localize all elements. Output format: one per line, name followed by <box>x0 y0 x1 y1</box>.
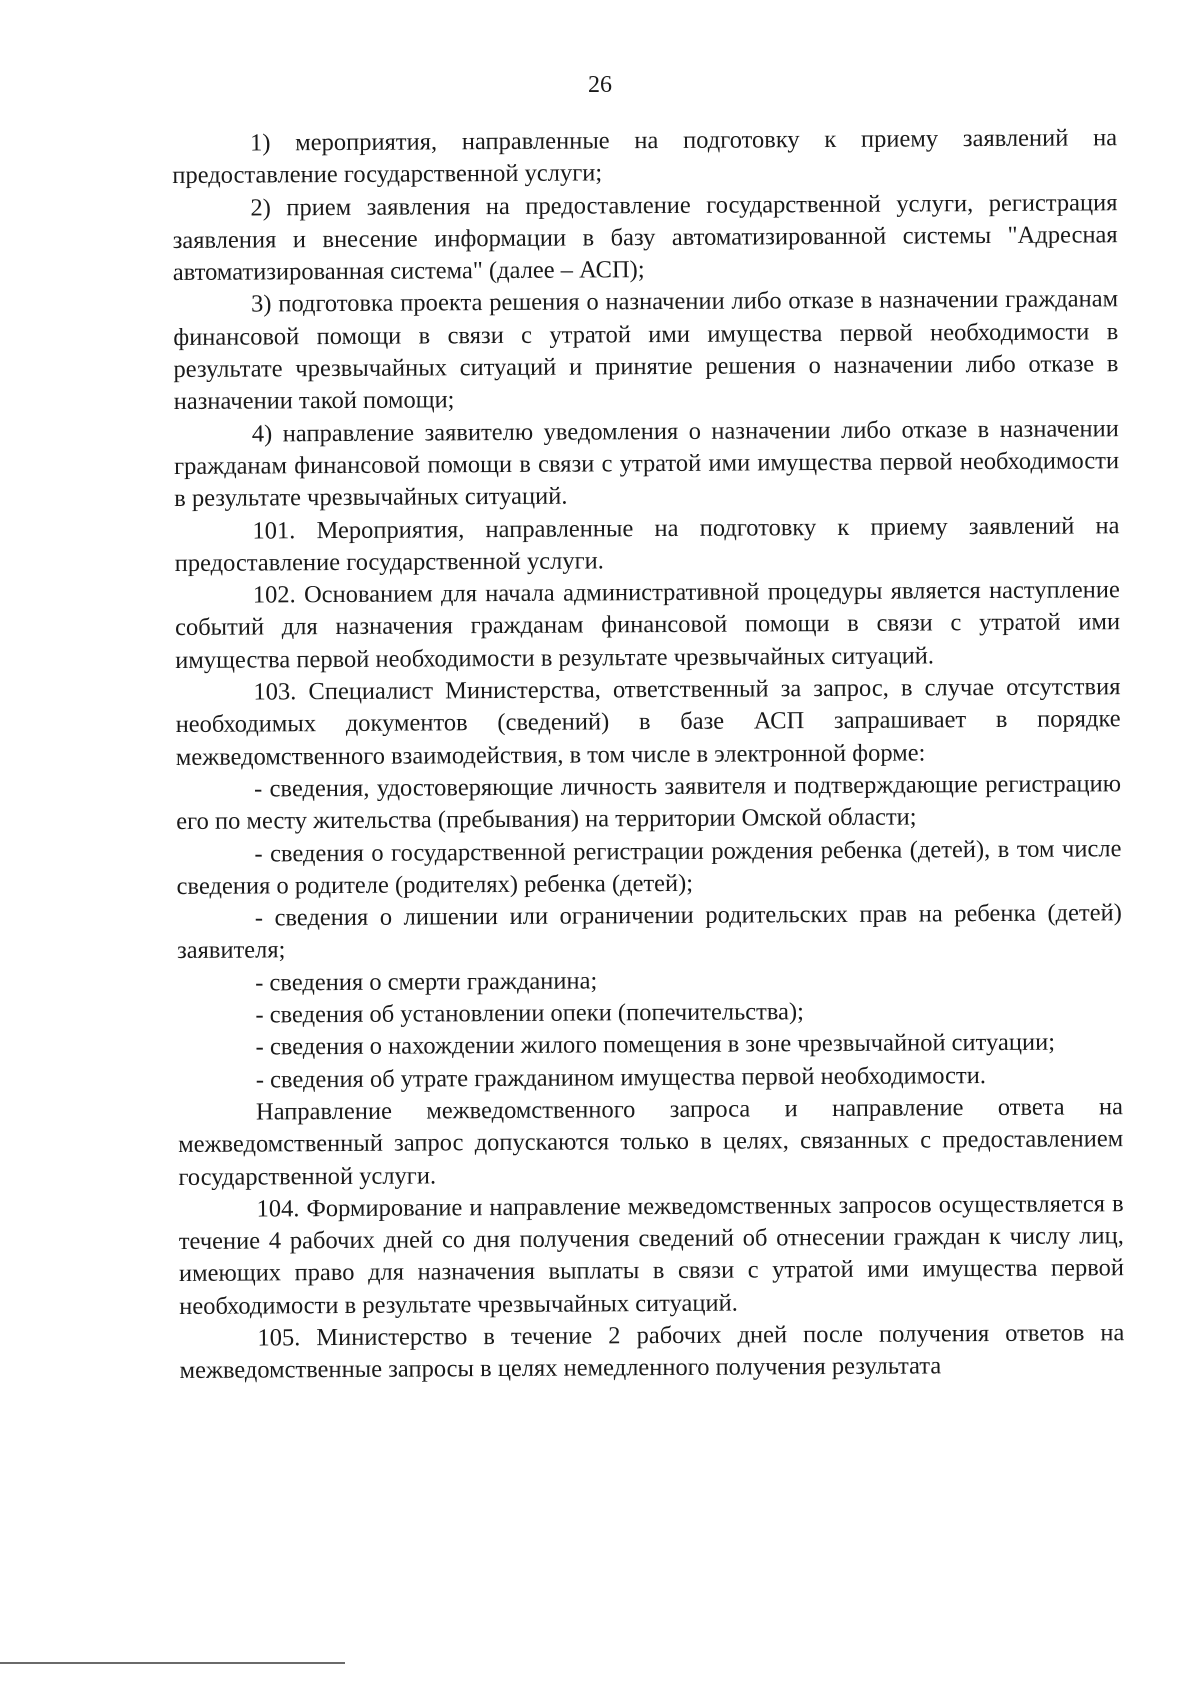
list-item-emergency-zone: - сведения о нахождении жилого помещения в зоне чрезвычайной ситуации; <box>255 1028 1056 1061</box>
document-body <box>172 122 1125 1387</box>
list-item-property-loss: - сведения об утрате гражданином имущества первой необходимости. <box>255 1061 987 1094</box>
paragraph-item-4: 4) направление заявителю уведомления о назначении либо отказе в назначении гражданам финансовой помощи в связи с утратой ими имущества первой необходимости в результате чрезвычайных ситуаций. <box>173 414 1120 513</box>
paragraph-103: 103. Специалист Министерства, ответственный за запрос, в случае отсутствия необходимых документов (сведений) в базе АСП запрашивает в порядке межведомственного взаимодействия, в том числе в электронной форме: <box>175 673 1121 771</box>
page-number: 26 <box>588 72 612 98</box>
paragraph-101: 101. Мероприятия, направленные на подготовку к приему заявлений на предоставление государственной услуги. <box>174 511 1120 577</box>
list-item-parental-rights: - сведения о лишении или ограничении родительских прав на ребенка (детей) заявителя; <box>176 899 1122 965</box>
paragraph-105: 105. Министерство в течение 2 рабочих дней после получения ответов на межведомственные запросы в целях немедленного получения результата <box>179 1319 1125 1385</box>
paragraph-104: 104. Формирование и направление межведомственных запросов осуществляется в течение 4 рабочих дней со дня получения сведений об отнесении граждан к числу лиц, имеющих право для назначения выплаты в связи с утратой ими имущества первой необходимости в результате чрезвычайных ситуаций. <box>178 1190 1125 1320</box>
list-item-guardianship: - сведения об установлении опеки (попечительства); <box>255 998 804 1029</box>
list-item-death: - сведения о смерти гражданина; <box>255 967 598 997</box>
paragraph-item-3: 3) подготовка проекта решения о назначении либо отказе в назначении гражданам финансовой помощи в связи с утратой ими имущества первой необходимости в результате чрезвычайных ситуаций и принятие решения о назначении либо отказе в назначении такой помощи; <box>173 285 1119 416</box>
list-item-birth-registration: - сведения о государственной регистрации рождения ребенка (детей), в том числе сведения о родителе (родителях) ребенка (детей); <box>176 834 1122 900</box>
paragraph-item-1: 1) мероприятия, направленные на подготовку к приему заявлений на предоставление государственной услуги; <box>172 124 1118 190</box>
paragraph-102: 102. Основанием для начала административной процедуры является наступление событий для назначения гражданам финансовой помощи в связи с утратой ими имущества первой необходимости в результате чрезвычайных ситуаций. <box>174 576 1121 674</box>
footer-rule <box>0 1662 345 1664</box>
paragraph-interagency-request: Направление межведомственного запроса и направление ответа на межведомственный запрос допускаются только в целях, связанных с предоставлением государственной услуги. <box>178 1093 1124 1191</box>
list-item-identity: - сведения, удостоверяющие личность заявителя и подтверждающие регистрацию его по месту жительства (пребывания) на территории Омской области; <box>176 770 1122 836</box>
paragraph-item-2: 2) прием заявления на предоставление государственной услуги, регистрация заявления и внесение информации в базу автоматизированной системы "Адресная автоматизированная система" (далее – АСП); <box>172 188 1118 287</box>
